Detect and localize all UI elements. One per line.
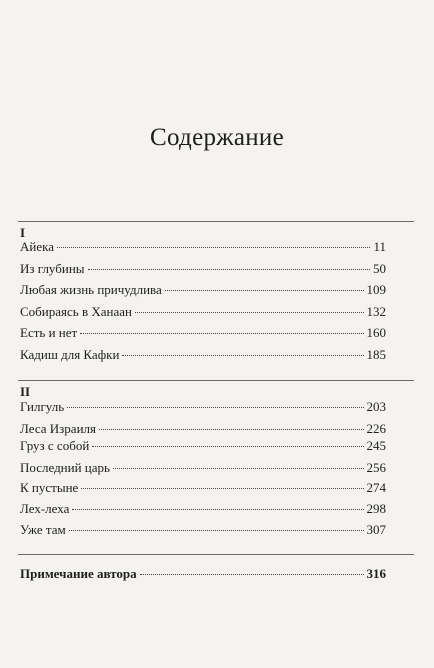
toc-entry-title: Кадиш для Кафки	[20, 347, 120, 362]
leader-dots	[140, 574, 364, 575]
leader-dots	[67, 407, 363, 408]
toc-entry-title: Айека	[20, 239, 55, 254]
toc-entry	[20, 260, 386, 278]
toc-entry-title: Груз с собой	[20, 438, 90, 453]
leader-dots	[80, 333, 363, 334]
toc-entry	[20, 459, 386, 477]
part-2-rule	[18, 380, 414, 381]
toc-entry	[20, 238, 386, 256]
toc-entry	[20, 303, 386, 321]
leader-dots	[113, 468, 364, 469]
toc-entry-page: 50	[373, 261, 386, 276]
leader-dots	[88, 269, 370, 270]
toc-entry	[20, 398, 386, 416]
toc-entry	[20, 479, 386, 497]
part-1-numeral: I	[20, 225, 26, 240]
part-1-rule	[18, 221, 414, 222]
leader-dots	[69, 530, 364, 531]
part-2-numeral: II	[20, 384, 31, 399]
toc-entry	[20, 420, 386, 438]
toc-entry-page: 11	[373, 239, 386, 254]
author-note-rule	[18, 554, 414, 555]
toc-entry-page: 274	[366, 480, 386, 495]
toc-entry-title: Собираясь в Ханаан	[20, 304, 132, 319]
toc-entry-page: 226	[366, 421, 386, 436]
leader-dots	[92, 446, 363, 447]
toc-entry-page: 298	[366, 501, 386, 516]
toc-entry	[20, 521, 386, 539]
toc-entry-title: Гилгуль	[20, 399, 65, 414]
toc-entry-page: 256	[366, 460, 386, 475]
leader-dots	[72, 509, 363, 510]
page-title: Содержание	[150, 124, 284, 151]
leader-dots	[122, 355, 363, 356]
toc-entry-title: Есть и нет	[20, 325, 78, 340]
toc-entry	[20, 324, 386, 342]
toc-entry-page: 160	[366, 325, 386, 340]
toc-entry	[20, 500, 386, 518]
toc-entry	[20, 281, 386, 299]
leader-dots	[81, 488, 363, 489]
leader-dots	[165, 290, 364, 291]
toc-entry-title: Леса Израиля	[20, 421, 96, 436]
toc-entry-author-note	[20, 565, 386, 583]
toc-entry-page: 203	[366, 399, 386, 414]
toc-entry-title: Любая жизнь причудлива	[20, 282, 162, 297]
toc-entry-page: 245	[366, 438, 386, 453]
toc-entry-page: 316	[366, 566, 386, 581]
toc-entry	[20, 346, 386, 364]
toc-entry-title: К пустыне	[20, 480, 79, 495]
toc-entry-title: Уже там	[20, 522, 66, 537]
leader-dots	[57, 247, 370, 248]
toc-entry-title: Примечание автора	[20, 566, 137, 581]
leader-dots	[99, 429, 364, 430]
toc-entry	[20, 437, 386, 455]
toc-entry-title: Из глубины	[20, 261, 85, 276]
toc-entry-page: 109	[366, 282, 386, 297]
toc-entry-page: 307	[366, 522, 386, 537]
toc-entry-page: 132	[366, 304, 386, 319]
leader-dots	[135, 312, 364, 313]
toc-entry-page: 185	[366, 347, 386, 362]
toc-entry-title: Лех-леха	[20, 501, 70, 516]
toc-entry-title: Последний царь	[20, 460, 110, 475]
